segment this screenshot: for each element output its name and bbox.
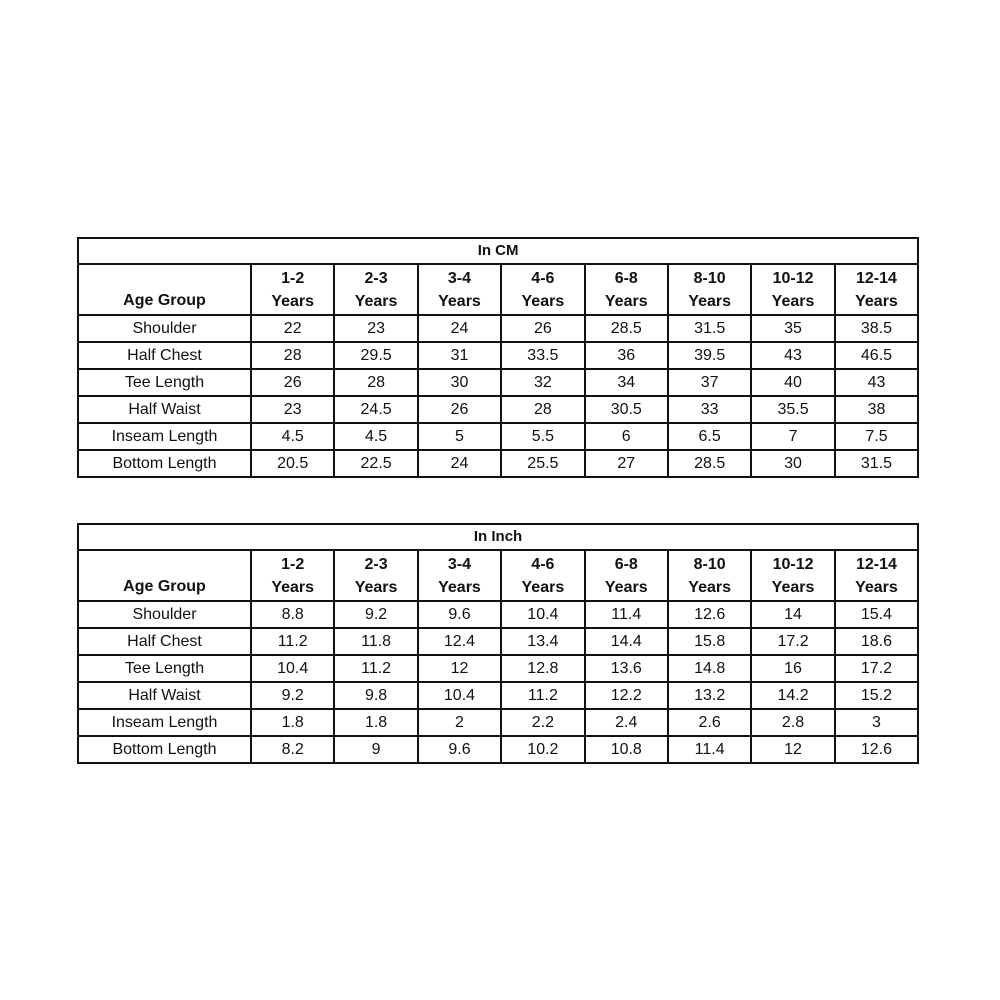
measurement-value: 43 bbox=[751, 342, 834, 369]
measurement-value: 12.4 bbox=[418, 628, 501, 655]
age-group-header: Age Group bbox=[78, 550, 251, 601]
measurement-value: 17.2 bbox=[751, 628, 834, 655]
measurement-value: 28 bbox=[501, 396, 584, 423]
age-range-unit: Years bbox=[855, 292, 898, 310]
age-range-header bbox=[334, 264, 417, 315]
measurement-value: 8.8 bbox=[251, 601, 334, 628]
age-range-value: 3-4 bbox=[447, 269, 472, 287]
age-range-value: 3-4 bbox=[447, 555, 472, 573]
age-range-header bbox=[751, 550, 834, 601]
size-table-cm bbox=[77, 237, 919, 478]
measurement-label: Half Chest bbox=[78, 342, 251, 369]
measurement-value: 11.8 bbox=[334, 628, 417, 655]
measurement-value: 4.5 bbox=[334, 423, 417, 450]
measurement-value: 30.5 bbox=[585, 396, 668, 423]
measurement-value: 37 bbox=[668, 369, 751, 396]
table-row bbox=[78, 682, 918, 709]
measurement-value: 11.4 bbox=[585, 601, 668, 628]
measurement-value: 26 bbox=[501, 315, 584, 342]
measurement-value: 10.4 bbox=[418, 682, 501, 709]
age-range-header bbox=[585, 550, 668, 601]
header-row bbox=[78, 264, 918, 315]
measurement-value: 8.2 bbox=[251, 736, 334, 763]
measurement-value: 2.4 bbox=[585, 709, 668, 736]
measurement-value: 35 bbox=[751, 315, 834, 342]
measurement-value: 30 bbox=[751, 450, 834, 477]
measurement-value: 12 bbox=[418, 655, 501, 682]
measurement-value: 20.5 bbox=[251, 450, 334, 477]
measurement-value: 31.5 bbox=[835, 450, 918, 477]
measurement-label: Inseam Length bbox=[78, 709, 251, 736]
measurement-value: 24 bbox=[418, 315, 501, 342]
age-range-header bbox=[334, 550, 417, 601]
measurement-value: 18.6 bbox=[835, 628, 918, 655]
table-row bbox=[78, 315, 918, 342]
measurement-value: 9.2 bbox=[251, 682, 334, 709]
measurement-value: 2.8 bbox=[751, 709, 834, 736]
age-range-unit: Years bbox=[604, 292, 648, 310]
measurement-value: 10.4 bbox=[251, 655, 334, 682]
table-title-row bbox=[78, 238, 918, 264]
measurement-label: Shoulder bbox=[78, 601, 251, 628]
age-range-unit: Years bbox=[771, 292, 815, 310]
age-range-header bbox=[835, 550, 918, 601]
measurement-value: 33.5 bbox=[501, 342, 584, 369]
measurement-value: 9.6 bbox=[418, 601, 501, 628]
measurement-value: 12.6 bbox=[668, 601, 751, 628]
measurement-value: 13.4 bbox=[501, 628, 584, 655]
measurement-value: 35.5 bbox=[751, 396, 834, 423]
measurement-label: Tee Length bbox=[78, 369, 251, 396]
age-range-header bbox=[251, 264, 334, 315]
table-body bbox=[78, 315, 918, 477]
table-title-row bbox=[78, 524, 918, 550]
size-table-inch bbox=[77, 523, 919, 764]
measurement-value: 10.2 bbox=[501, 736, 584, 763]
measurement-value: 38.5 bbox=[835, 315, 918, 342]
measurement-value: 5.5 bbox=[501, 423, 584, 450]
measurement-value: 14.4 bbox=[585, 628, 668, 655]
measurement-value: 13.2 bbox=[668, 682, 751, 709]
age-range-value: 2-3 bbox=[364, 269, 388, 287]
age-range-unit: Years bbox=[521, 578, 565, 596]
age-range-unit: Years bbox=[354, 578, 398, 596]
measurement-value: 5 bbox=[418, 423, 501, 450]
measurement-value: 40 bbox=[751, 369, 834, 396]
measurement-value: 9.6 bbox=[418, 736, 501, 763]
measurement-label: Half Chest bbox=[78, 628, 251, 655]
table-row bbox=[78, 736, 918, 763]
measurement-value: 2 bbox=[418, 709, 501, 736]
measurement-value: 33 bbox=[668, 396, 751, 423]
age-range-header bbox=[501, 264, 584, 315]
measurement-value: 24 bbox=[418, 450, 501, 477]
age-range-unit: Years bbox=[688, 292, 731, 310]
measurement-value: 9.2 bbox=[334, 601, 417, 628]
age-range-unit: Years bbox=[855, 578, 898, 596]
table-row bbox=[78, 450, 918, 477]
measurement-value: 7.5 bbox=[835, 423, 918, 450]
measurement-value: 43 bbox=[835, 369, 918, 396]
measurement-value: 28.5 bbox=[668, 450, 751, 477]
table-row bbox=[78, 655, 918, 682]
header-row bbox=[78, 550, 918, 601]
age-range-header bbox=[668, 264, 751, 315]
measurement-value: 15.8 bbox=[668, 628, 751, 655]
measurement-value: 7 bbox=[751, 423, 834, 450]
measurement-value: 10.8 bbox=[585, 736, 668, 763]
measurement-value: 11.2 bbox=[334, 655, 417, 682]
age-range-unit: Years bbox=[438, 578, 481, 596]
age-range-header bbox=[835, 264, 918, 315]
age-range-header bbox=[251, 550, 334, 601]
measurement-value: 32 bbox=[501, 369, 584, 396]
measurement-value: 15.4 bbox=[835, 601, 918, 628]
measurement-value: 15.2 bbox=[835, 682, 918, 709]
measurement-label: Half Waist bbox=[78, 396, 251, 423]
measurement-value: 9.8 bbox=[334, 682, 417, 709]
age-range-value: 10-12 bbox=[772, 269, 814, 287]
age-range-value: 6-8 bbox=[614, 269, 638, 287]
age-range-header bbox=[585, 264, 668, 315]
measurement-value: 36 bbox=[585, 342, 668, 369]
age-range-value: 6-8 bbox=[614, 555, 638, 573]
measurement-label: Tee Length bbox=[78, 655, 251, 682]
table-row bbox=[78, 342, 918, 369]
measurement-label: Bottom Length bbox=[78, 736, 251, 763]
table-row bbox=[78, 423, 918, 450]
measurement-value: 6.5 bbox=[668, 423, 751, 450]
measurement-value: 26 bbox=[251, 369, 334, 396]
measurement-value: 2.6 bbox=[668, 709, 751, 736]
age-range-value: 12-14 bbox=[856, 269, 897, 287]
measurement-value: 11.4 bbox=[668, 736, 751, 763]
measurement-label: Half Waist bbox=[78, 682, 251, 709]
measurement-value: 23 bbox=[334, 315, 417, 342]
age-range-header bbox=[751, 264, 834, 315]
age-range-unit: Years bbox=[354, 292, 398, 310]
age-range-header bbox=[418, 264, 501, 315]
table-row bbox=[78, 709, 918, 736]
measurement-value: 3 bbox=[835, 709, 918, 736]
table-title: In CM bbox=[78, 238, 918, 264]
measurement-value: 38 bbox=[835, 396, 918, 423]
age-range-value: 4-6 bbox=[531, 269, 555, 287]
measurement-value: 28 bbox=[251, 342, 334, 369]
measurement-value: 4.5 bbox=[251, 423, 334, 450]
age-range-value: 4-6 bbox=[531, 555, 555, 573]
measurement-value: 23 bbox=[251, 396, 334, 423]
table-row bbox=[78, 628, 918, 655]
measurement-value: 29.5 bbox=[334, 342, 417, 369]
age-range-value: 2-3 bbox=[364, 555, 388, 573]
measurement-value: 17.2 bbox=[835, 655, 918, 682]
measurement-value: 24.5 bbox=[334, 396, 417, 423]
measurement-value: 9 bbox=[334, 736, 417, 763]
measurement-value: 11.2 bbox=[501, 682, 584, 709]
measurement-value: 12.8 bbox=[501, 655, 584, 682]
measurement-value: 12.2 bbox=[585, 682, 668, 709]
measurement-label: Bottom Length bbox=[78, 450, 251, 477]
age-range-header bbox=[418, 550, 501, 601]
age-range-unit: Years bbox=[271, 578, 315, 596]
measurement-value: 13.6 bbox=[585, 655, 668, 682]
measurement-value: 14.2 bbox=[751, 682, 834, 709]
measurement-value: 39.5 bbox=[668, 342, 751, 369]
table-row bbox=[78, 396, 918, 423]
age-range-value: 1-2 bbox=[281, 269, 305, 287]
age-range-unit: Years bbox=[771, 578, 815, 596]
age-range-header bbox=[501, 550, 584, 601]
measurement-value: 2.2 bbox=[501, 709, 584, 736]
measurement-label: Inseam Length bbox=[78, 423, 251, 450]
table-body bbox=[78, 601, 918, 763]
measurement-value: 28.5 bbox=[585, 315, 668, 342]
measurement-value: 6 bbox=[585, 423, 668, 450]
age-group-header: Age Group bbox=[78, 264, 251, 315]
measurement-value: 16 bbox=[751, 655, 834, 682]
age-range-unit: Years bbox=[438, 292, 481, 310]
measurement-value: 12 bbox=[751, 736, 834, 763]
table-row bbox=[78, 369, 918, 396]
age-range-unit: Years bbox=[604, 578, 648, 596]
measurement-value: 10.4 bbox=[501, 601, 584, 628]
measurement-value: 26 bbox=[418, 396, 501, 423]
measurement-value: 12.6 bbox=[835, 736, 918, 763]
measurement-value: 1.8 bbox=[251, 709, 334, 736]
age-range-value: 8-10 bbox=[693, 269, 726, 287]
age-range-unit: Years bbox=[521, 292, 565, 310]
measurement-value: 28 bbox=[334, 369, 417, 396]
measurement-value: 31.5 bbox=[668, 315, 751, 342]
measurement-value: 22.5 bbox=[334, 450, 417, 477]
age-range-unit: Years bbox=[271, 292, 315, 310]
measurement-value: 11.2 bbox=[251, 628, 334, 655]
measurement-value: 31 bbox=[418, 342, 501, 369]
measurement-label: Shoulder bbox=[78, 315, 251, 342]
age-range-value: 12-14 bbox=[855, 555, 897, 573]
table-row bbox=[78, 601, 918, 628]
age-range-value: 8-10 bbox=[693, 555, 726, 573]
measurement-value: 14.8 bbox=[668, 655, 751, 682]
measurement-value: 1.8 bbox=[334, 709, 417, 736]
table-title: In Inch bbox=[78, 524, 918, 550]
measurement-value: 46.5 bbox=[835, 342, 918, 369]
measurement-value: 14 bbox=[751, 601, 834, 628]
age-range-unit: Years bbox=[688, 578, 731, 596]
measurement-value: 22 bbox=[251, 315, 334, 342]
measurement-value: 27 bbox=[585, 450, 668, 477]
measurement-value: 30 bbox=[418, 369, 501, 396]
measurement-value: 25.5 bbox=[501, 450, 584, 477]
measurement-value: 34 bbox=[585, 369, 668, 396]
age-range-value: 10-12 bbox=[772, 555, 814, 573]
age-range-header bbox=[668, 550, 751, 601]
age-range-value: 1-2 bbox=[281, 555, 305, 573]
